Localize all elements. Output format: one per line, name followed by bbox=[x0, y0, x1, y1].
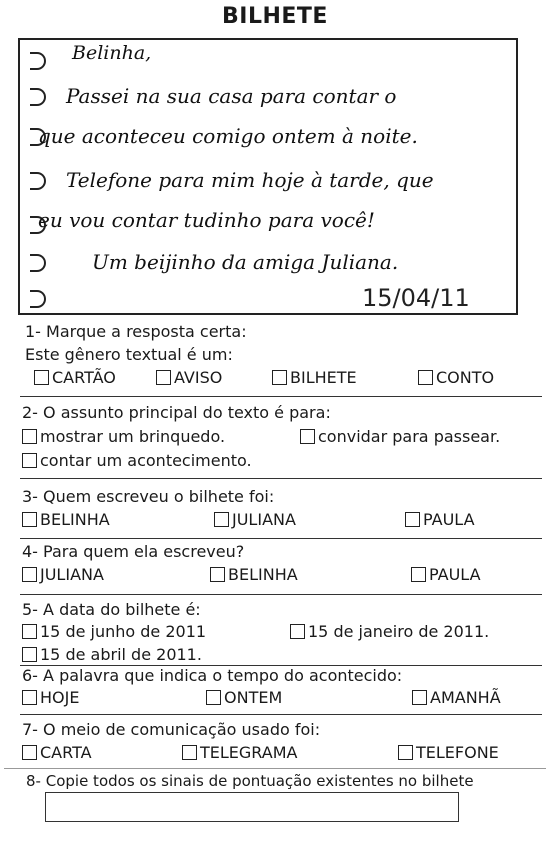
option-hoje[interactable]: HOJE bbox=[22, 688, 79, 707]
checkbox-icon[interactable] bbox=[398, 745, 413, 760]
note-signature: Um beijinho da amiga Juliana. bbox=[92, 250, 399, 274]
note-greeting: Belinha, bbox=[72, 42, 152, 64]
question-prompt: 3- Quem escreveu o bilhete foi: bbox=[22, 487, 275, 506]
divider bbox=[4, 768, 546, 769]
checkbox-icon[interactable] bbox=[300, 429, 315, 444]
checkbox-icon[interactable] bbox=[22, 624, 37, 639]
option-ontem[interactable]: ONTEM bbox=[206, 688, 282, 707]
divider bbox=[20, 714, 542, 715]
note-line: Passei na sua casa para contar o bbox=[66, 84, 397, 108]
spiral-ring-icon bbox=[30, 52, 46, 70]
checkbox-icon[interactable] bbox=[22, 453, 37, 468]
checkbox-icon[interactable] bbox=[405, 512, 420, 527]
checkbox-icon[interactable] bbox=[206, 690, 221, 705]
option-bilhete[interactable]: BILHETE bbox=[272, 368, 357, 387]
spiral-ring-icon bbox=[30, 172, 46, 190]
question-prompt: 6- A palavra que indica o tempo do acontecido: bbox=[22, 666, 403, 685]
spiral-ring-icon bbox=[30, 254, 46, 272]
checkbox-icon[interactable] bbox=[22, 512, 37, 527]
option-telegrama[interactable]: TELEGRAMA bbox=[182, 743, 297, 762]
page-title: BILHETE bbox=[222, 4, 328, 29]
option-paula[interactable]: PAULA bbox=[405, 510, 475, 529]
checkbox-icon[interactable] bbox=[210, 567, 225, 582]
checkbox-icon[interactable] bbox=[412, 690, 427, 705]
option-carta[interactable]: CARTA bbox=[22, 743, 92, 762]
note-line: Telefone para mim hoje à tarde, que bbox=[66, 168, 434, 192]
option-convidar[interactable]: convidar para passear. bbox=[300, 427, 500, 446]
question-prompt: 8- Copie todos os sinais de pontuação existentes no bilhete bbox=[26, 772, 474, 790]
checkbox-icon[interactable] bbox=[22, 567, 37, 582]
option-juliana[interactable]: JULIANA bbox=[22, 565, 104, 584]
option-paula[interactable]: PAULA bbox=[411, 565, 481, 584]
option-belinha[interactable]: BELINHA bbox=[210, 565, 298, 584]
question-prompt: 4- Para quem ela escreveu? bbox=[22, 542, 245, 561]
note-date: 15/04/11 bbox=[362, 284, 470, 312]
option-belinha[interactable]: BELINHA bbox=[22, 510, 110, 529]
checkbox-icon[interactable] bbox=[182, 745, 197, 760]
checkbox-icon[interactable] bbox=[418, 370, 433, 385]
checkbox-icon[interactable] bbox=[22, 647, 37, 662]
checkbox-icon[interactable] bbox=[22, 745, 37, 760]
checkbox-icon[interactable] bbox=[22, 429, 37, 444]
option-amanha[interactable]: AMANHÃ bbox=[412, 688, 501, 707]
option-aviso[interactable]: AVISO bbox=[156, 368, 222, 387]
question-prompt: 7- O meio de comunicação usado foi: bbox=[22, 720, 321, 739]
checkbox-icon[interactable] bbox=[214, 512, 229, 527]
divider bbox=[20, 594, 542, 595]
option-janeiro[interactable]: 15 de janeiro de 2011. bbox=[290, 622, 489, 641]
divider bbox=[20, 396, 542, 397]
question-prompt: 5- A data do bilhete é: bbox=[22, 600, 201, 619]
checkbox-icon[interactable] bbox=[156, 370, 171, 385]
checkbox-icon[interactable] bbox=[22, 690, 37, 705]
divider bbox=[20, 538, 542, 539]
option-juliana[interactable]: JULIANA bbox=[214, 510, 296, 529]
divider bbox=[20, 478, 542, 479]
checkbox-icon[interactable] bbox=[411, 567, 426, 582]
question-prompt: 1- Marque a resposta certa: bbox=[25, 322, 247, 341]
spiral-ring-icon bbox=[30, 88, 46, 106]
checkbox-icon[interactable] bbox=[34, 370, 49, 385]
option-junho[interactable]: 15 de junho de 2011 bbox=[22, 622, 206, 641]
question-prompt: 2- O assunto principal do texto é para: bbox=[22, 403, 331, 422]
answer-box[interactable] bbox=[45, 792, 459, 822]
option-conto[interactable]: CONTO bbox=[418, 368, 494, 387]
option-cartao[interactable]: CARTÃO bbox=[34, 368, 116, 387]
note-line: eu vou contar tudinho para você! bbox=[38, 208, 375, 232]
option-telefone[interactable]: TELEFONE bbox=[398, 743, 499, 762]
note-line: que aconteceu comigo ontem à noite. bbox=[38, 124, 418, 148]
checkbox-icon[interactable] bbox=[272, 370, 287, 385]
spiral-ring-icon bbox=[30, 290, 46, 308]
checkbox-icon[interactable] bbox=[290, 624, 305, 639]
option-mostrar[interactable]: mostrar um brinquedo. bbox=[22, 427, 225, 446]
option-contar[interactable]: contar um acontecimento. bbox=[22, 451, 252, 470]
question-subprompt: Este gênero textual é um: bbox=[25, 345, 233, 364]
option-abril[interactable]: 15 de abril de 2011. bbox=[22, 645, 202, 664]
